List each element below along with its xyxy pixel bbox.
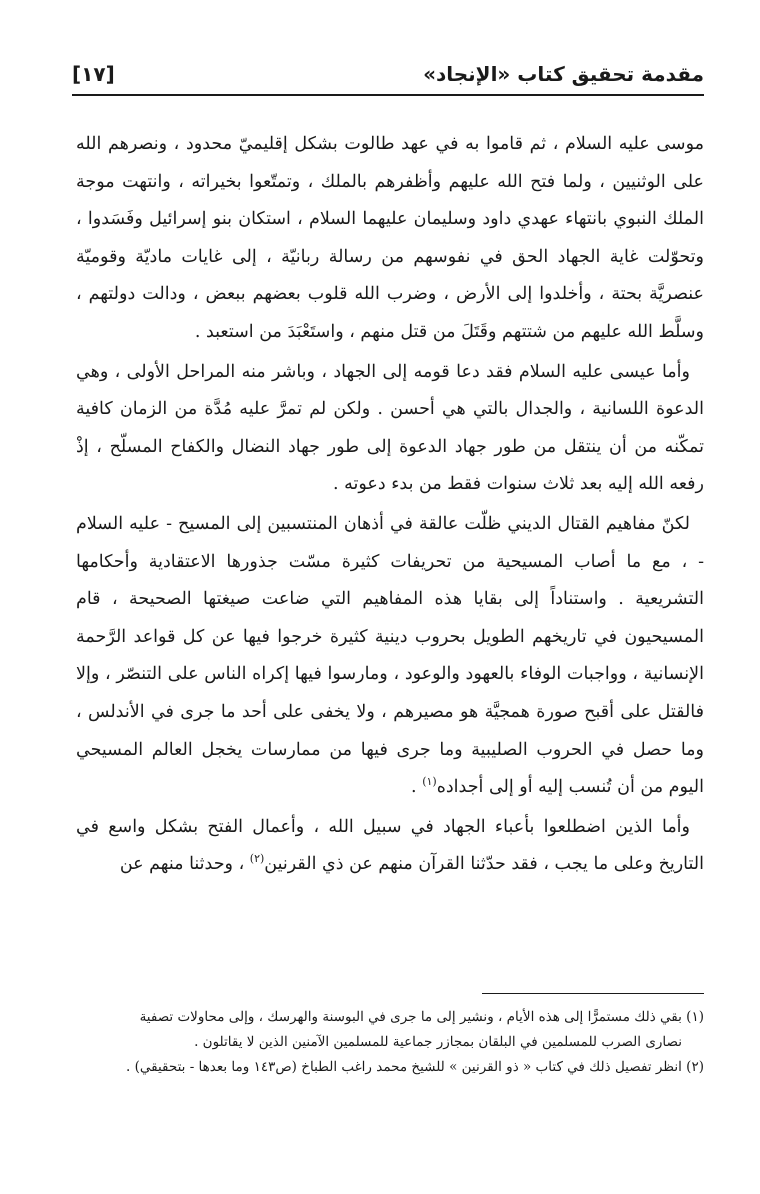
paragraph [76, 506, 704, 807]
footnote-divider [482, 993, 704, 994]
paragraph [76, 354, 704, 504]
footnote-text: انظر تفصيل ذلك في كتاب « ذو القرنين » للشيخ محمد راغب الطباخ (ص١٤٣ وما بعدها - بتحقيقي) . [126, 1059, 682, 1075]
footnote [76, 1055, 704, 1080]
footnote-text: بقي ذلك مستمرًّا إلى هذه الأيام ، ونشير إلى ما جرى في البوسنة والهرسك ، وإلى محاولات تصفية [139, 1009, 682, 1025]
paragraph-text: موسى عليه السلام ، ثم قاموا به في عهد طالوت بشكل إقليميّ محدود ، ونصرهم الله على الوثنيين ، ولما فتح الله عليهم وأظفرهم بالملك ، وتمتّعوا بخيراته ، وانتهت موجة الملك النبوي بانتهاء عهدي داود وسليمان عليهما السلام ، استكان بنو إسرائيل وفَسَدوا ، وتحوّلت غاية الجهاد الحق في نفوسهم من رسالة ربانيّة ، إلى غايات ماديّة وقوميّة عنصريَّة بحتة ، وأخلدوا إلى الأرض ، وضرب الله قلوب بعضهم ببعض ، ودالت دولتهم ، وسلَّط الله عليهم من شتتهم وقَتَلَ من قتل منهم ، واستَعْبَدَ من استعبد . [76, 134, 704, 342]
footnote-reference: (١) [422, 775, 437, 789]
paragraph-text: وأما عيسى عليه السلام فقد دعا قومه إلى الجهاد ، وباشر منه المراحل الأولى ، وهي الدعوة اللسانية ، والجدال بالتي هي أحسن . ولكن لم تمرَّ عليه مُدَّة من الزمان كافية تمكّنه من أن ينتقل من طور جهاد الدعوة إلى طور جهاد النضال والكفاح المسلّح ، إذْ رفعه الله إليه بعد ثلاث سنوات فقط من بدء دعوته . [76, 361, 704, 495]
paragraph [76, 126, 704, 352]
paragraph-text: وأما الذين اضطلعوا بأعباء الجهاد في سبيل الله ، وأعمال الفتح بشكل واسع في التاريخ وعلى ما يجب ، فقد حدّثنا القرآن منهم عن ذي القرنين [76, 816, 704, 875]
footnote-reference: (٢) [249, 852, 265, 866]
footnote-marker: (٢) [686, 1059, 704, 1075]
paragraph-text-end: . [411, 777, 423, 798]
page-number: [١٧] [72, 62, 115, 86]
header-divider [72, 94, 704, 96]
footnote-text-continued: نصارى الصرب للمسلمين في البلقان بمجازر جماعية للمسلمين الآمنين الذين لا يقاتلون . [194, 1034, 682, 1050]
footnote [76, 1005, 704, 1055]
running-title: مقدمة تحقيق كتاب «الإنجاد» [423, 62, 704, 86]
page-header [72, 52, 704, 88]
main-text [76, 126, 704, 884]
paragraph-text: لكنّ مفاهيم القتال الديني ظلّت عالقة في أذهان المنتسبين إلى المسيح - عليه السلام - ، مع ما أصاب المسيحية من تحريفات كثيرة مسّت جذورها الاعتقادية وأحكامها التشريعية . واستناداً إلى بقايا هذه المفاهيم التي ضاعت صيغتها الصحيحة ، قام المسيحيون في تاريخهم الطويل بحروب دينية كثيرة خرجوا فيها عن كل قواعد الرَّحمة الإنسانية ، وواجبات الوفاء بالعهود والوعود ، ومارسوا فيها إكراه الناس على التنصّر ، وإلا فالقتل على أقبح صورة همجيَّة هو مصيرهم ، ولا يخفى على أحد ما جرى في الأندلس ، وما حصل في الحروب الصليبية وما جرى فيها من ممارسات يخجل العالم المسيحي اليوم من أن تُنسب إليه أو إلى أجداده [76, 513, 704, 798]
footnote-marker: (١) [686, 1009, 704, 1025]
paragraph [76, 809, 704, 884]
paragraph-text-end: ، وحدثنا منهم عن [119, 854, 250, 875]
footnotes [76, 1005, 704, 1080]
